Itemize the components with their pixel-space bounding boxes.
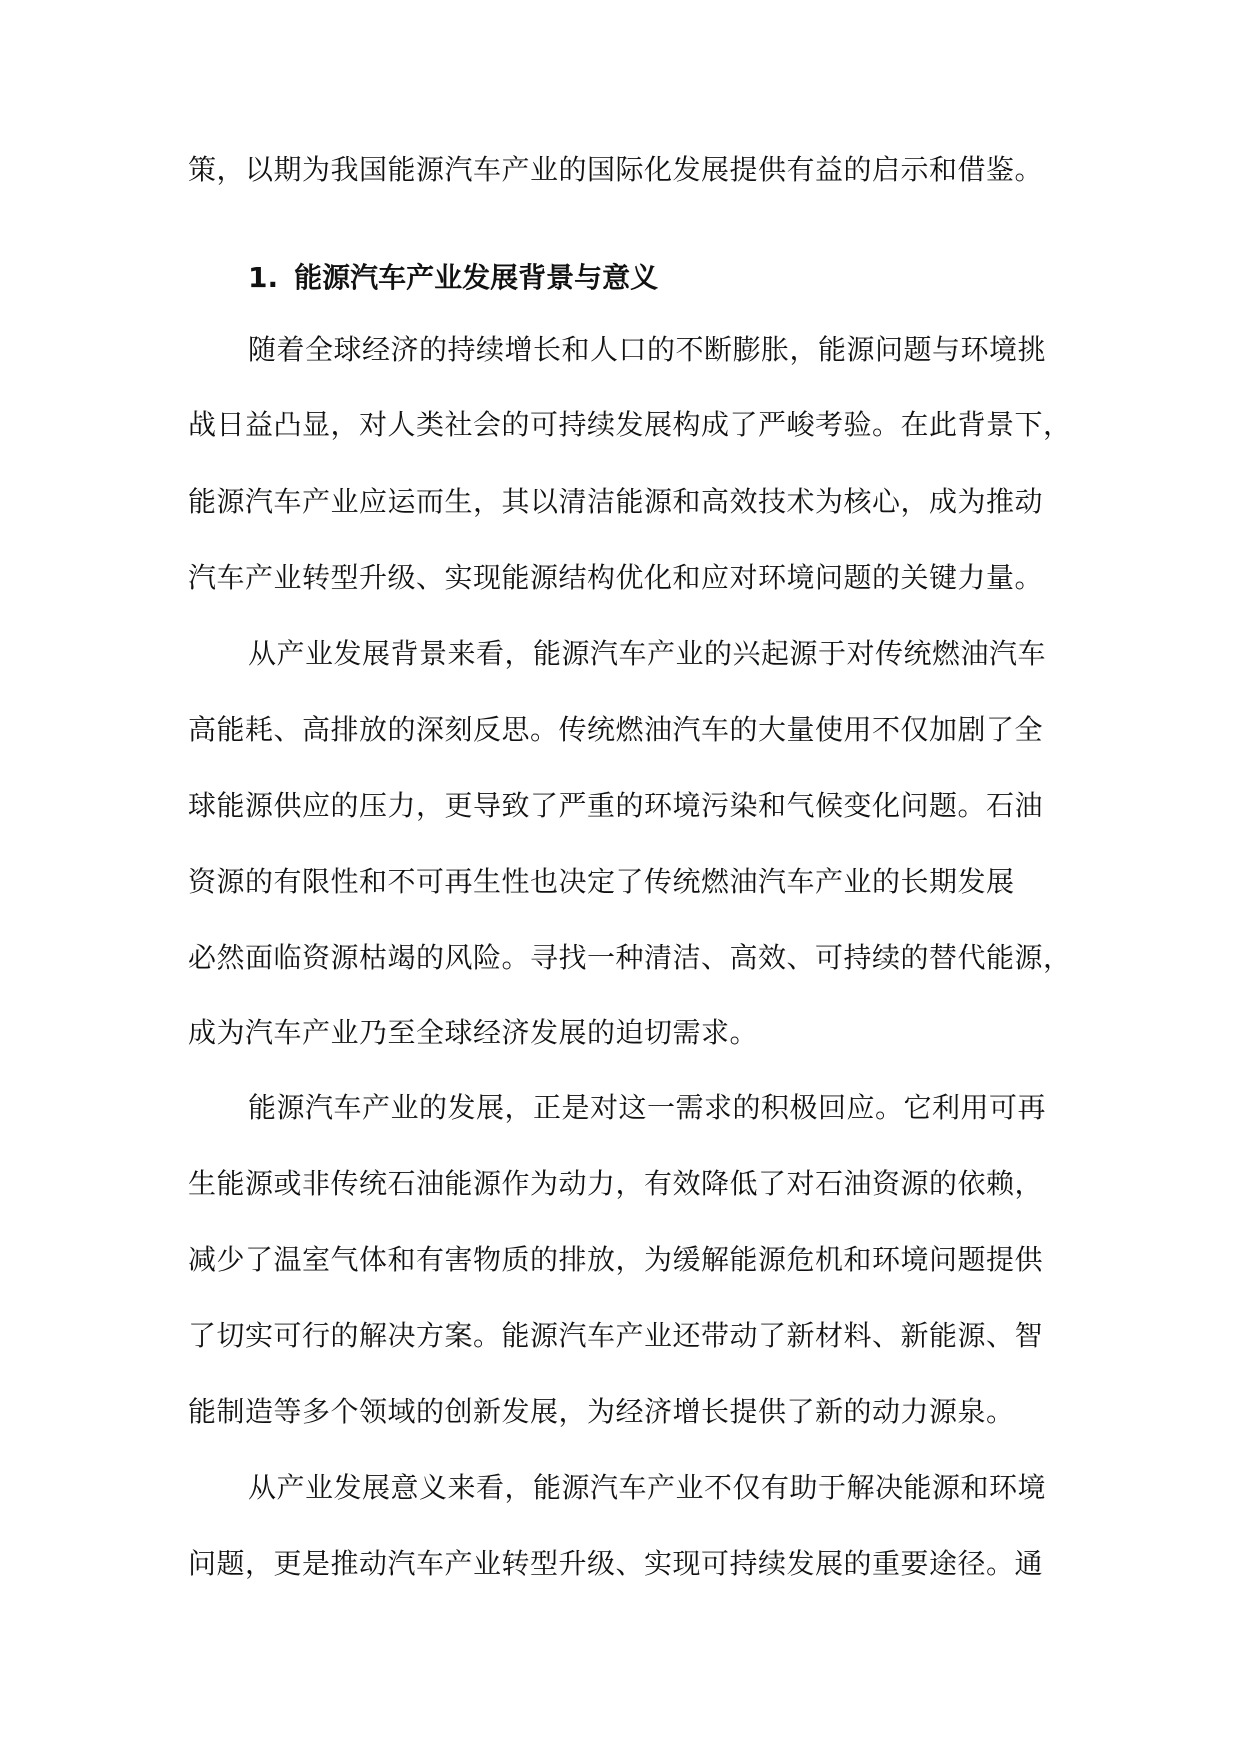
paragraph-line: 高能耗、高排放的深刻反思。传统燃油汽车的大量使用不仅加剧了全 (188, 713, 1044, 746)
paragraph-line: 能源汽车产业应运而生，其以清洁能源和高效技术为核心，成为推动 (188, 485, 1044, 518)
paragraph-line: 球能源供应的压力，更导致了严重的环境污染和气候变化问题。石油 (188, 789, 1044, 822)
paragraph-line: 生能源或非传统石油能源作为动力，有效降低了对石油资源的依赖， (188, 1167, 1044, 1200)
paragraph-line: 成为汽车产业乃至全球经济发展的迫切需求。 (188, 1016, 759, 1049)
paragraph-line: 减少了温室气体和有害物质的排放，为缓解能源危机和环境问题提供 (188, 1243, 1044, 1276)
section-heading (248, 258, 658, 298)
section-number: 1. (248, 261, 279, 294)
paragraph-line: 能制造等多个领域的创新发展，为经济增长提供了新的动力源泉。 (188, 1395, 1015, 1428)
paragraph-line: 策，以期为我国能源汽车产业的国际化发展提供有益的启示和借鉴。 (188, 153, 1044, 186)
section-title: 能源汽车产业发展背景与意义 (294, 261, 659, 294)
paragraph-line: 随着全球经济的持续增长和人口的不断膨胀，能源问题与环境挑 (248, 333, 1047, 366)
paragraph-line: 问题，更是推动汽车产业转型升级、实现可持续发展的重要途径。通 (188, 1547, 1044, 1580)
paragraph-line: 从产业发展背景来看，能源汽车产业的兴起源于对传统燃油汽车 (248, 637, 1047, 670)
paragraph-line: 资源的有限性和不可再生性也决定了传统燃油汽车产业的长期发展 (188, 865, 1015, 898)
paragraph-line: 必然面临资源枯竭的风险。寻找一种清洁、高效、可持续的替代能源， (188, 941, 1072, 974)
paragraph-line: 战日益凸显，对人类社会的可持续发展构成了严峻考验。在此背景下， (188, 408, 1072, 441)
paragraph-line: 能源汽车产业的发展，正是对这一需求的积极回应。它利用可再 (248, 1091, 1047, 1124)
paragraph-line: 从产业发展意义来看，能源汽车产业不仅有助于解决能源和环境 (248, 1471, 1047, 1504)
paragraph-line: 汽车产业转型升级、实现能源结构优化和应对环境问题的关键力量。 (188, 561, 1044, 594)
paragraph-line: 了切实可行的解决方案。能源汽车产业还带动了新材料、新能源、智 (188, 1319, 1044, 1352)
